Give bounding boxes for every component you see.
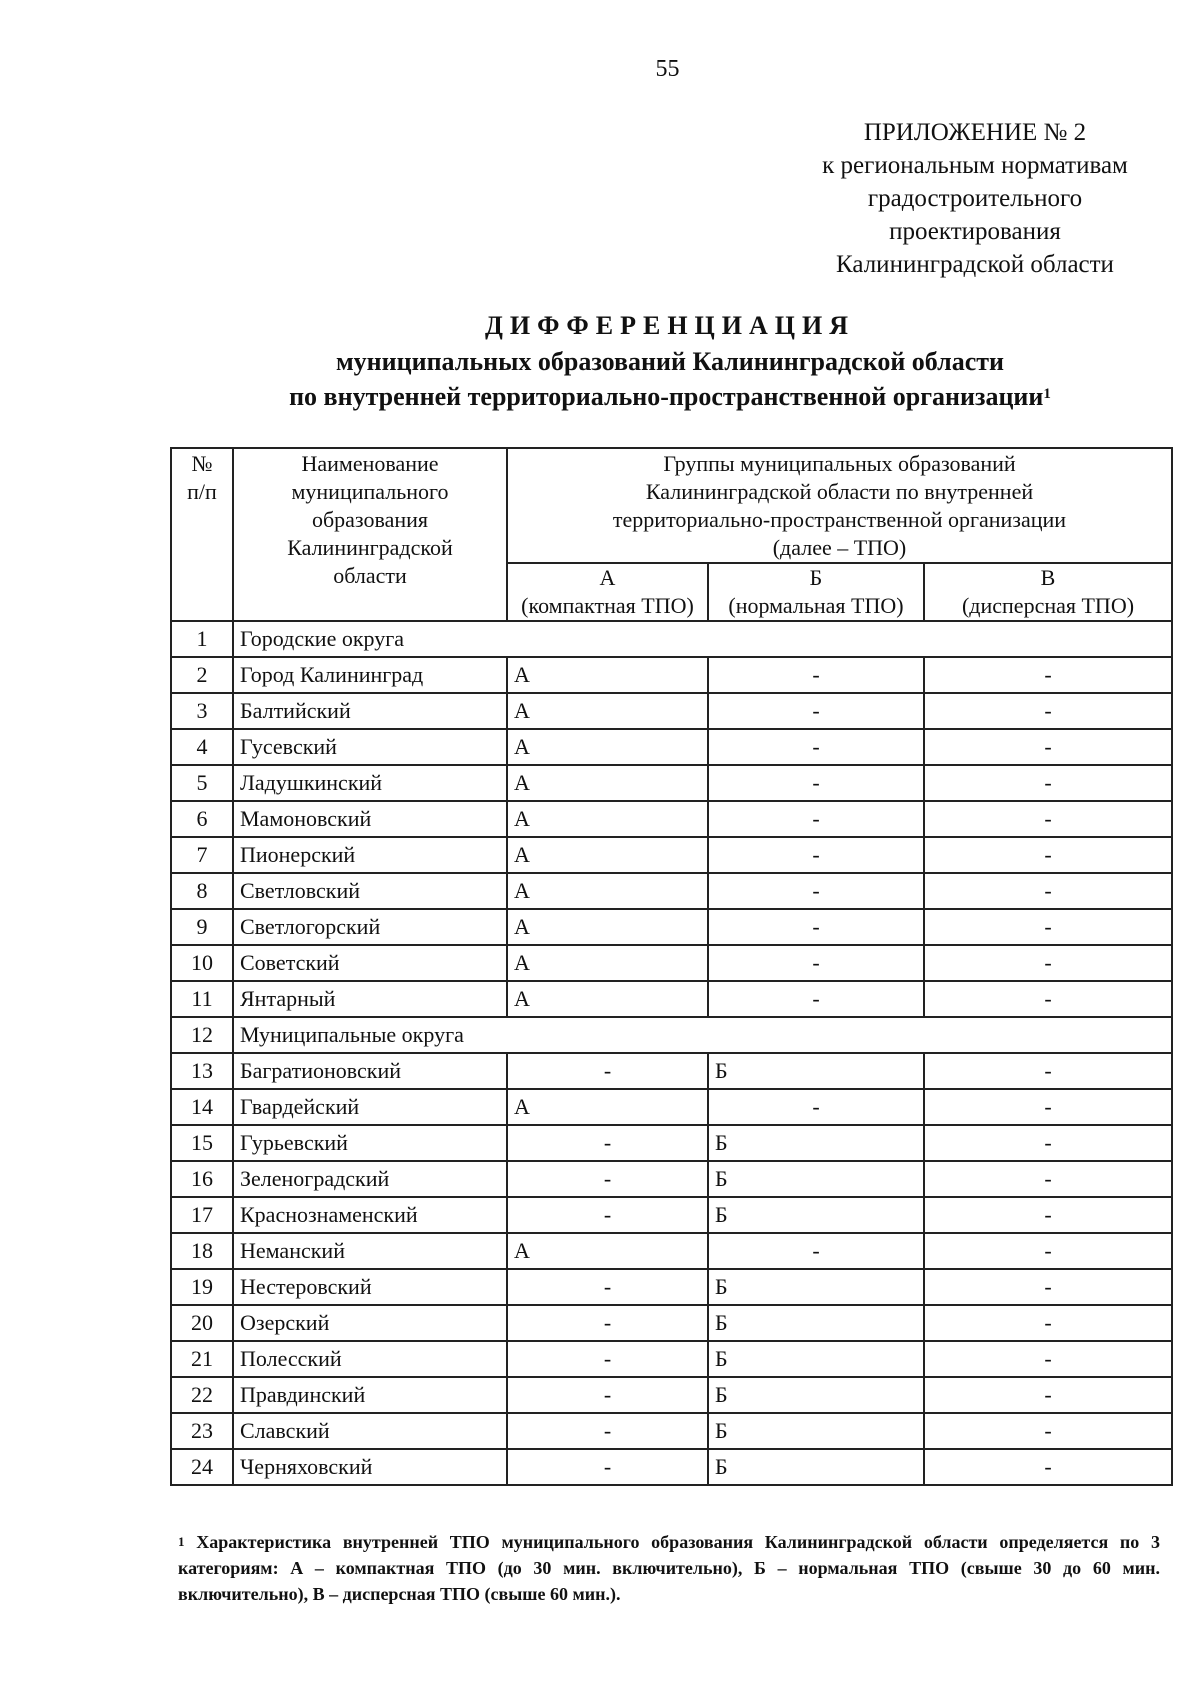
appendix-line: Калининградской области [836,251,1114,278]
heading-line: муниципальных образований Калининградской области [335,347,1005,376]
cell-group-c: - [924,1269,1172,1305]
cell-group-c: - [924,945,1172,981]
municipality-name: Пионерский [233,837,507,873]
table-row [171,981,1172,1017]
municipality-name: Гвардейский [233,1089,507,1125]
table-row [171,1413,1172,1449]
cell-group-a: - [507,1449,708,1485]
heading-line-with-footnote [170,379,1170,414]
table-row [171,801,1172,837]
cell-group-c: - [924,981,1172,1017]
differentiation-table [170,447,1173,1486]
cell-group-b: - [708,657,924,693]
cell-group-a: А [507,693,708,729]
header-groups: Группы муниципальных образований Калининградской области по внутренней территориально-пространственной организации (далее – ТПО) [507,448,1172,563]
row-number: 17 [171,1197,233,1233]
cell-group-a: А [507,981,708,1017]
row-number: 7 [171,837,233,873]
cell-group-c: - [924,909,1172,945]
section-row [171,621,1172,657]
row-number: 18 [171,1233,233,1269]
row-number: 5 [171,765,233,801]
municipality-name: Ладушкинский [233,765,507,801]
cell-group-b: Б [708,1053,924,1089]
table-row [171,909,1172,945]
municipality-name: Зеленоградский [233,1161,507,1197]
municipality-name: Мамоновский [233,801,507,837]
municipality-name: Город Калининград [233,657,507,693]
table-row [171,1125,1172,1161]
cell-group-a: А [507,765,708,801]
cell-group-a: - [507,1413,708,1449]
table-row [171,1233,1172,1269]
cell-group-b: - [708,693,924,729]
cell-group-a: А [507,945,708,981]
cell-group-b: - [708,873,924,909]
section-row [171,1017,1172,1053]
municipality-name: Светлогорский [233,909,507,945]
header-group-c: В (дисперсная ТПО) [924,563,1172,621]
cell-group-a: - [507,1269,708,1305]
cell-group-a: А [507,729,708,765]
row-number: 19 [171,1269,233,1305]
cell-group-c: - [924,1413,1172,1449]
footnote-mark: 1 [178,1534,185,1549]
table-row [171,873,1172,909]
row-number: 23 [171,1413,233,1449]
row-number: 3 [171,693,233,729]
cell-group-b: Б [708,1341,924,1377]
row-number: 1 [171,621,233,657]
table-row [171,765,1172,801]
municipality-name: Балтийский [233,693,507,729]
municipality-name: Янтарный [233,981,507,1017]
section-name: Муниципальные округа [233,1017,1172,1053]
cell-group-a: А [507,837,708,873]
appendix-line: проектирования [889,218,1061,245]
cell-group-c: - [924,1125,1172,1161]
row-number: 22 [171,1377,233,1413]
cell-group-b: Б [708,1197,924,1233]
table-row [171,945,1172,981]
cell-group-b: Б [708,1305,924,1341]
cell-group-a: - [507,1161,708,1197]
municipality-name: Краснознаменский [233,1197,507,1233]
cell-group-c: - [924,729,1172,765]
cell-group-b: - [708,945,924,981]
cell-group-b: - [708,1233,924,1269]
header-name: Наименование муниципального образования Калининградской области [233,448,507,621]
appendix-line: к региональным нормативам [822,152,1128,179]
table-row [171,693,1172,729]
header-group-b: Б (нормальная ТПО) [708,563,924,621]
appendix-block [790,116,1160,281]
cell-group-b: - [708,837,924,873]
row-number: 24 [171,1449,233,1485]
cell-group-c: - [924,1449,1172,1485]
table-header-row [171,448,1172,563]
municipality-name: Светловский [233,873,507,909]
row-number: 16 [171,1161,233,1197]
municipality-name: Гурьевский [233,1125,507,1161]
cell-group-b: Б [708,1449,924,1485]
cell-group-a: - [507,1125,708,1161]
header-number: № п/п [171,448,233,621]
municipality-name: Черняховский [233,1449,507,1485]
municipality-name: Гусевский [233,729,507,765]
row-number: 2 [171,657,233,693]
table-row [171,657,1172,693]
row-number: 14 [171,1089,233,1125]
cell-group-b: Б [708,1269,924,1305]
cell-group-c: - [924,1233,1172,1269]
row-number: 13 [171,1053,233,1089]
cell-group-b: Б [708,1377,924,1413]
header-group-a: А (компактная ТПО) [507,563,708,621]
table-row [171,1305,1172,1341]
cell-group-a: А [507,801,708,837]
table-row [171,1377,1172,1413]
table-row [171,1449,1172,1485]
row-number: 21 [171,1341,233,1377]
cell-group-b: - [708,729,924,765]
municipality-name: Полесский [233,1341,507,1377]
municipality-name: Нестеровский [233,1269,507,1305]
cell-group-b: - [708,981,924,1017]
row-number: 6 [171,801,233,837]
cell-group-a: - [507,1197,708,1233]
cell-group-c: - [924,1377,1172,1413]
heading-line-text: по внутренней территориально-пространственной организации [289,382,1044,411]
cell-group-a: - [507,1377,708,1413]
cell-group-a: - [507,1305,708,1341]
heading-main: ДИФФЕРЕНЦИАЦИЯ [484,311,855,340]
cell-group-a: А [507,657,708,693]
heading-footnote-mark: 1 [1043,386,1051,402]
cell-group-b: - [708,765,924,801]
section-name: Городские округа [233,621,1172,657]
cell-group-c: - [924,837,1172,873]
municipality-name: Озерский [233,1305,507,1341]
cell-group-b: Б [708,1125,924,1161]
table-row [171,729,1172,765]
appendix-title: ПРИЛОЖЕНИЕ № 2 [863,119,1087,146]
cell-group-c: - [924,657,1172,693]
cell-group-c: - [924,1161,1172,1197]
row-number: 10 [171,945,233,981]
municipality-name: Багратионовский [233,1053,507,1089]
cell-group-c: - [924,1089,1172,1125]
table-row [171,1341,1172,1377]
cell-group-b: Б [708,1413,924,1449]
municipality-name: Славский [233,1413,507,1449]
cell-group-a: А [507,1233,708,1269]
cell-group-b: Б [708,1161,924,1197]
table-row [171,1161,1172,1197]
row-number: 15 [171,1125,233,1161]
cell-group-a: - [507,1341,708,1377]
footnote-text: Характеристика внутренней ТПО муниципального образования Калининградской области определяется по 3 категориям: А – компактная ТПО (до 30 мин. включительно), Б – нормальная ТПО (свыше 30 до 60 мин. включительно), В – дисперсная ТПО (свыше 60 мин.). [178,1532,1161,1604]
cell-group-c: - [924,873,1172,909]
cell-group-c: - [924,765,1172,801]
table-row [171,1269,1172,1305]
cell-group-c: - [924,801,1172,837]
municipality-name: Неманский [233,1233,507,1269]
table-row [171,1089,1172,1125]
row-number: 8 [171,873,233,909]
row-number: 4 [171,729,233,765]
cell-group-c: - [924,1341,1172,1377]
cell-group-b: - [708,1089,924,1125]
table-row [171,1197,1172,1233]
document-heading [170,308,1170,414]
cell-group-b: - [708,909,924,945]
row-number: 9 [171,909,233,945]
cell-group-a: А [507,1089,708,1125]
page-number: 55 [655,56,680,82]
row-number: 11 [171,981,233,1017]
cell-group-c: - [924,1197,1172,1233]
cell-group-b: - [708,801,924,837]
cell-group-a: А [507,909,708,945]
appendix-line: градостроительного [867,185,1083,212]
row-number: 12 [171,1017,233,1053]
cell-group-a: - [507,1053,708,1089]
municipality-name: Советский [233,945,507,981]
table-row [171,837,1172,873]
cell-group-c: - [924,693,1172,729]
table-row [171,1053,1172,1089]
cell-group-a: А [507,873,708,909]
footnote [178,1529,1160,1607]
cell-group-c: - [924,1053,1172,1089]
municipality-name: Правдинский [233,1377,507,1413]
cell-group-c: - [924,1305,1172,1341]
row-number: 20 [171,1305,233,1341]
